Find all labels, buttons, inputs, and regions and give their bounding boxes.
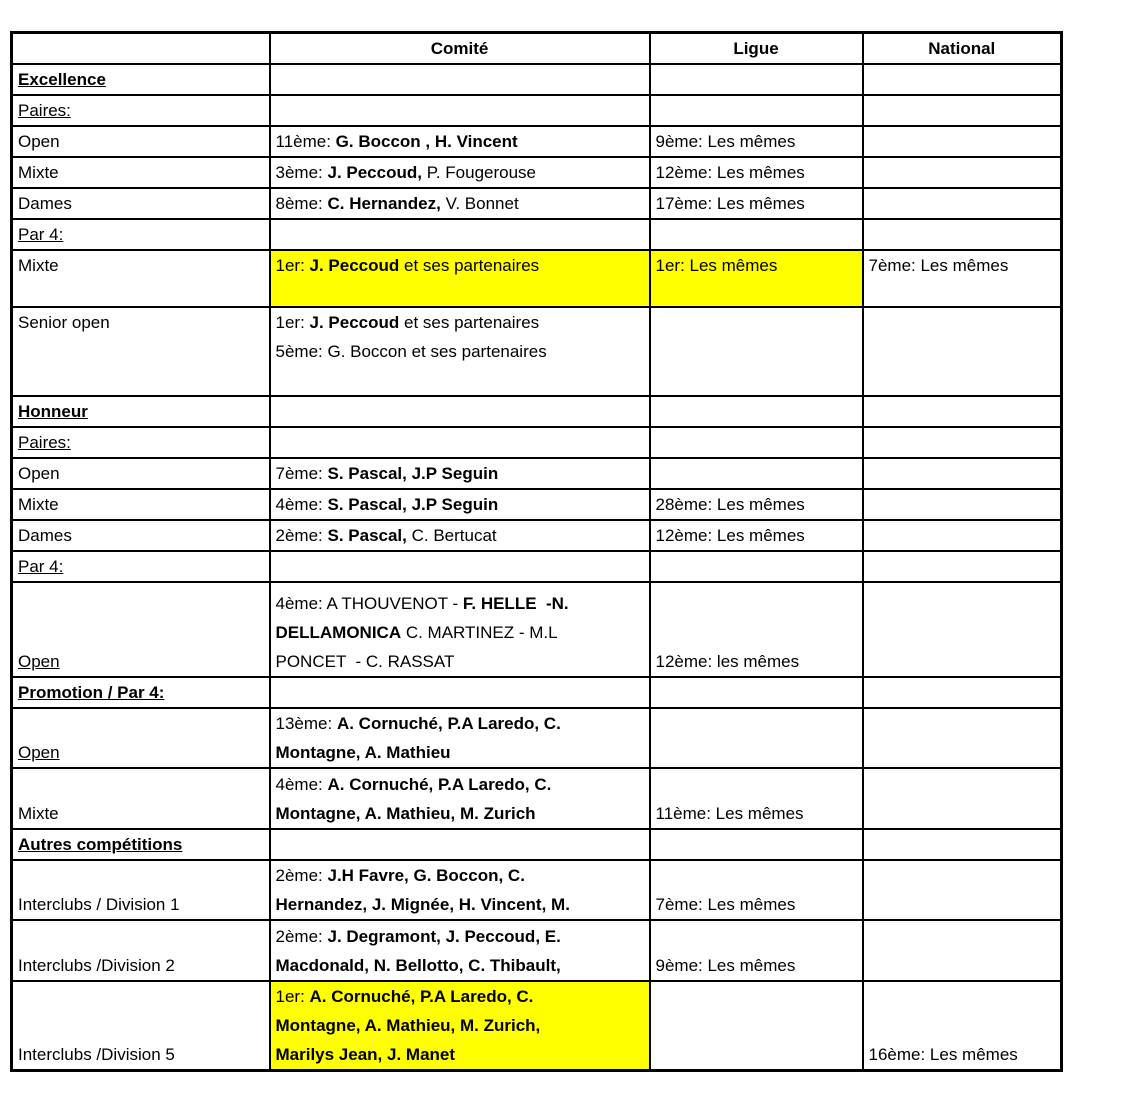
row-label-cell [12,920,270,981]
table-row [12,582,1062,677]
ligue-cell [650,157,863,188]
national-cell [863,157,1062,188]
table-row [12,860,1062,920]
comite-cell [270,219,650,250]
result-line: 13ème: A. Cornuché, P.A Laredo, C. [275,714,561,733]
result-line: DELLAMONICA C. MARTINEZ - M.L [275,623,558,642]
result-line: 12ème: Les mêmes [655,526,805,545]
table-row [12,677,1062,708]
result-line: Macdonald, N. Bellotto, C. Thibault, [275,956,561,975]
comite-cell [270,981,650,1071]
ligue-cell [650,95,863,126]
row-label-cell [12,219,270,250]
ligue-cell [650,489,863,520]
table-row [12,768,1062,829]
row-label-cell [12,157,270,188]
row-label: Open [18,743,60,762]
national-cell [863,677,1062,708]
row-label-cell [12,981,270,1071]
result-line: 1er: J. Peccoud et ses partenaires [275,313,540,332]
national-cell [863,551,1062,582]
row-label-cell [12,64,270,95]
national-cell [863,219,1062,250]
comite-cell [270,157,650,188]
comite-cell [270,250,650,307]
ligue-cell [650,307,863,396]
row-label-cell [12,551,270,582]
table-row [12,396,1062,427]
comite-cell [270,126,650,157]
row-label: Interclubs /Division 2 [18,956,175,975]
result-line: 8ème: C. Hernandez, V. Bonnet [275,194,519,213]
row-label: Par 4: [18,557,64,576]
table-row [12,829,1062,860]
row-label: Paires: [18,101,71,120]
result-line: 11ème: G. Boccon , H. Vincent [275,132,518,151]
result-line: 1er: Les mêmes [655,256,778,275]
result-line: 7ème: Les mêmes [655,895,796,914]
row-label-cell [12,307,270,396]
column-header-blank [12,33,270,65]
result-line: 7ème: Les mêmes [868,256,1009,275]
national-cell [863,95,1062,126]
table-row [12,219,1062,250]
ligue-cell [650,768,863,829]
national-cell [863,126,1062,157]
ligue-cell [650,250,863,307]
table-row [12,520,1062,551]
row-label: Dames [18,526,72,545]
result-line: 2ème: J.H Favre, G. Boccon, C. [275,866,525,885]
national-cell [863,188,1062,219]
result-line: Montagne, A. Mathieu [275,743,451,762]
row-label: Interclubs / Division 1 [18,895,180,914]
comite-cell [270,708,650,768]
national-cell [863,64,1062,95]
result-line: 7ème: S. Pascal, J.P Seguin [275,464,499,483]
table-row [12,489,1062,520]
ligue-cell [650,981,863,1071]
comite-cell [270,188,650,219]
result-line: Montagne, A. Mathieu, M. Zurich, [275,1016,541,1035]
result-line: 17ème: Les mêmes [655,194,805,213]
result-line: 4ème: A. Cornuché, P.A Laredo, C. [275,775,552,794]
table-row [12,64,1062,95]
table-row [12,95,1062,126]
comite-cell [270,768,650,829]
row-label: Paires: [18,433,71,452]
comite-cell [270,64,650,95]
result-line: Marilys Jean, J. Manet [275,1045,456,1064]
table-row [12,307,1062,396]
comite-cell [270,427,650,458]
comite-cell [270,458,650,489]
result-line: 9ème: Les mêmes [655,956,796,975]
row-label-cell [12,396,270,427]
national-cell [863,396,1062,427]
national-cell [863,860,1062,920]
comite-cell [270,489,650,520]
row-label-cell [12,768,270,829]
table-row [12,981,1062,1071]
row-label-cell [12,677,270,708]
row-label-cell [12,860,270,920]
comite-cell [270,396,650,427]
national-cell [863,307,1062,396]
ligue-cell [650,520,863,551]
row-label: Open [18,652,60,671]
result-line: 1er: A. Cornuché, P.A Laredo, C. [275,987,534,1006]
result-line: 16ème: Les mêmes [868,1045,1018,1064]
table-row [12,188,1062,219]
table-row [12,920,1062,981]
ligue-cell [650,708,863,768]
comite-cell [270,860,650,920]
comite-cell [270,829,650,860]
table-row [12,458,1062,489]
row-label: Mixte [18,495,59,514]
column-header-comite: Comité [270,33,650,65]
national-cell [863,250,1062,307]
row-label: Open [18,132,60,151]
comite-cell [270,520,650,551]
national-cell [863,427,1062,458]
result-line: 11ème: Les mêmes [655,804,804,823]
table-row [12,708,1062,768]
result-line: PONCET - C. RASSAT [275,652,455,671]
ligue-cell [650,458,863,489]
row-label-cell [12,829,270,860]
result-line: 2ème: J. Degramont, J. Peccoud, E. [275,927,561,946]
result-line: Montagne, A. Mathieu, M. Zurich [275,804,536,823]
row-label-cell [12,427,270,458]
result-line: 2ème: S. Pascal, C. Bertucat [275,526,497,545]
result-line: 3ème: J. Peccoud, P. Fougerouse [275,163,537,182]
national-cell [863,582,1062,677]
national-cell [863,708,1062,768]
table-row [12,250,1062,307]
row-label: Mixte [18,804,59,823]
result-line: 12ème: Les mêmes [655,163,805,182]
ligue-cell [650,860,863,920]
row-label-cell [12,489,270,520]
ligue-cell [650,677,863,708]
ligue-cell [650,396,863,427]
row-label: Dames [18,194,72,213]
ligue-cell [650,219,863,250]
comite-cell [270,95,650,126]
row-label-cell [12,458,270,489]
national-cell [863,920,1062,981]
ligue-cell [650,427,863,458]
comite-cell [270,551,650,582]
national-cell [863,520,1062,551]
national-cell [863,489,1062,520]
row-label-cell [12,250,270,307]
row-label-cell [12,520,270,551]
row-label: Senior open [18,313,110,332]
row-label-cell [12,188,270,219]
row-label: Autres compétitions [18,835,183,854]
ligue-cell [650,582,863,677]
comite-cell [270,307,650,396]
table-row [12,551,1062,582]
table-row [12,126,1062,157]
row-label: Mixte [18,256,59,275]
national-cell [863,981,1062,1071]
result-line: 5ème: G. Boccon et ses partenaires [275,342,547,361]
results-table [10,31,1063,1072]
column-header-national: National [863,33,1062,65]
ligue-cell [650,64,863,95]
column-header-ligue: Ligue [650,33,863,65]
row-label: Honneur [18,402,88,421]
header-row [12,33,1062,65]
result-line: 12ème: les mêmes [655,652,800,671]
result-line: 4ème: S. Pascal, J.P Seguin [275,495,499,514]
ligue-cell [650,829,863,860]
row-label: Promotion / Par 4: [18,683,165,702]
row-label-cell [12,95,270,126]
comite-cell [270,677,650,708]
result-line: Hernandez, J. Mignée, H. Vincent, M. [275,895,570,914]
result-line: 28ème: Les mêmes [655,495,805,514]
row-label: Open [18,464,60,483]
ligue-cell [650,126,863,157]
row-label: Mixte [18,163,59,182]
ligue-cell [650,551,863,582]
ligue-cell [650,188,863,219]
comite-cell [270,582,650,677]
row-label-cell [12,126,270,157]
row-label-cell [12,708,270,768]
national-cell [863,458,1062,489]
result-line: 1er: J. Peccoud et ses partenaires [275,256,540,275]
table-row [12,157,1062,188]
result-line: 9ème: Les mêmes [655,132,796,151]
national-cell [863,829,1062,860]
row-label: Par 4: [18,225,64,244]
row-label: Excellence [18,70,106,89]
table-row [12,427,1062,458]
ligue-cell [650,920,863,981]
row-label: Interclubs /Division 5 [18,1045,175,1064]
national-cell [863,768,1062,829]
comite-cell [270,920,650,981]
result-line: 4ème: A THOUVENOT - F. HELLE -N. [275,594,569,613]
row-label-cell [12,582,270,677]
